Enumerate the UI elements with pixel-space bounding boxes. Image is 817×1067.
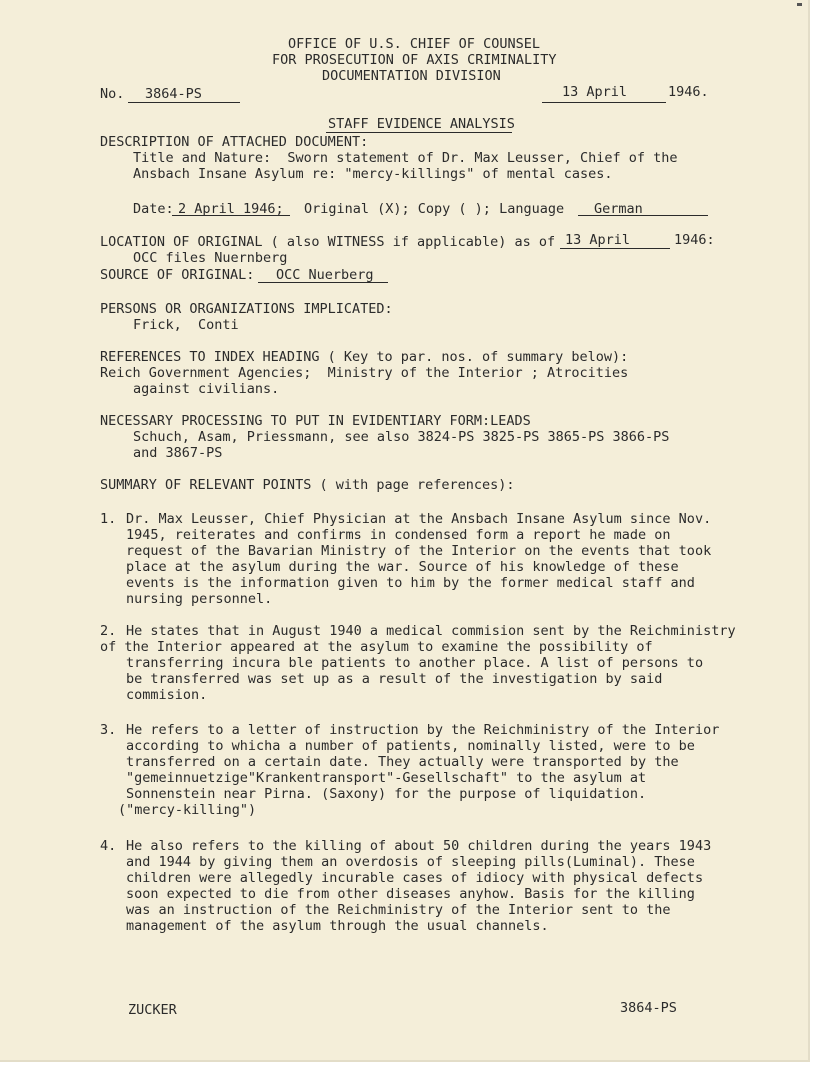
analyst-name: ZUCKER [128, 1002, 177, 1018]
page-title: STAFF EVIDENCE ANALYSIS [328, 116, 515, 132]
point-line: events is the information given to him by the former medical staff and [126, 575, 695, 591]
point-number: 4. [100, 838, 117, 854]
references-line-1: Reich Government Agencies; Ministry of the Interior ; Atrocities [100, 365, 629, 381]
processing-heading: NECESSARY PROCESSING TO PUT IN EVIDENTIARY FORM:LEADS [100, 413, 531, 429]
location-label: LOCATION OF ORIGINAL ( also WITNESS if applicable) as of [100, 234, 556, 250]
point-line: according to whicha a number of patients, nominally listed, were to be [126, 738, 695, 754]
processing-line-2: and 3867-PS [133, 445, 223, 461]
point-number: 1. [100, 511, 117, 527]
document-date-value: 2 April 1946; [178, 201, 284, 217]
header-line-3: DOCUMENTATION DIVISION [322, 68, 501, 84]
description-line-2: Ansbach Insane Asylum re: "mercy-killings" of mental cases. [133, 166, 613, 182]
footer-document-number: 3864-PS [620, 1000, 677, 1016]
point-line: Sonnenstein near Pirna. (Saxony) for the purpose of liquidation. [126, 786, 647, 802]
description-line-1: Title and Nature: Sworn statement of Dr. Max Leusser, Chief of the [133, 150, 678, 166]
persons-value: Frick, Conti [133, 317, 239, 333]
location-year: 1946: [674, 232, 715, 248]
language-underline [578, 215, 708, 216]
location-as-of-underline [560, 248, 670, 249]
point-line: of the Interior appeared at the asylum to examine the possibility of [100, 639, 653, 655]
document-date-label: Date: [133, 201, 174, 217]
number-underline [128, 102, 240, 103]
point-line: management of the asylum through the usual channels. [126, 918, 549, 934]
persons-heading: PERSONS OR ORGANIZATIONS IMPLICATED: [100, 301, 393, 317]
source-value: OCC Nuerberg [276, 267, 374, 283]
point-line: ("mercy-killing") [118, 802, 257, 818]
header-line-2: FOR PROSECUTION OF AXIS CRIMINALITY [272, 52, 557, 68]
point-line: transferred on a certain date. They actually were transported by the [126, 754, 679, 770]
issue-year: 1946. [668, 84, 709, 100]
language-value: German [594, 201, 643, 217]
location-as-of: 13 April [565, 232, 631, 248]
references-line-2: against civilians. [133, 381, 280, 397]
point-line: Dr. Max Leusser, Chief Physician at the Ansbach Insane Asylum since Nov. [126, 511, 712, 527]
title-underline [326, 132, 512, 133]
source-label: SOURCE OF ORIGINAL: [100, 267, 255, 283]
point-line: and 1944 by giving them an overdosis of sleeping pills(Luminal). These [126, 854, 695, 870]
summary-heading: SUMMARY OF RELEVANT POINTS ( with page references): [100, 477, 515, 493]
point-line: transferring incura ble patients to another place. A list of persons to [126, 655, 704, 671]
point-line: place at the asylum during the war. Source of his knowledge of these [126, 559, 679, 575]
point-line: He states that in August 1940 a medical commision sent by the Reichministry [126, 623, 736, 639]
point-number: 3. [100, 722, 117, 738]
corner-mark [797, 3, 802, 6]
point-line: He also refers to the killing of about 50 children during the years 1943 [126, 838, 712, 854]
point-line: was an instruction of the Reichministry of the Interior sent to the [126, 902, 671, 918]
original-copy: Original (X); Copy ( ); Language [304, 201, 565, 217]
point-line: children were allegedly incurable cases of idiocy with physical defects [126, 870, 704, 886]
point-line: "gemeinnuetzige"Krankentransport"-Gesellschaft" to the asylum at [126, 770, 647, 786]
number-value: 3864-PS [145, 86, 202, 102]
number-label: No. [100, 86, 125, 102]
point-line: He refers to a letter of instruction by the Reichministry of the Interior [126, 722, 720, 738]
point-number: 2. [100, 623, 117, 639]
issue-date-underline [542, 102, 666, 103]
point-line: be transferred was set up as a result of the investigation by said [126, 671, 663, 687]
source-underline [258, 282, 388, 283]
document-date-underline [172, 215, 290, 216]
point-line: soon expected to die from other diseases anyhow. Basis for the killing [126, 886, 695, 902]
point-line: 1945, reiterates and confirms in condensed form a report he made on [126, 527, 671, 543]
references-heading: REFERENCES TO INDEX HEADING ( Key to par. nos. of summary below): [100, 349, 629, 365]
point-line: request of the Bavarian Ministry of the Interior on the events that took [126, 543, 712, 559]
processing-line-1: Schuch, Asam, Priessmann, see also 3824-PS 3825-PS 3865-PS 3866-PS [133, 429, 670, 445]
point-line: commision. [126, 687, 208, 703]
location-value: OCC files Nuernberg [133, 250, 288, 266]
issue-date: 13 April [562, 84, 628, 100]
point-line: nursing personnel. [126, 591, 273, 607]
description-heading: DESCRIPTION OF ATTACHED DOCUMENT: [100, 134, 369, 150]
header-line-1: OFFICE OF U.S. CHIEF OF COUNSEL [288, 36, 540, 52]
